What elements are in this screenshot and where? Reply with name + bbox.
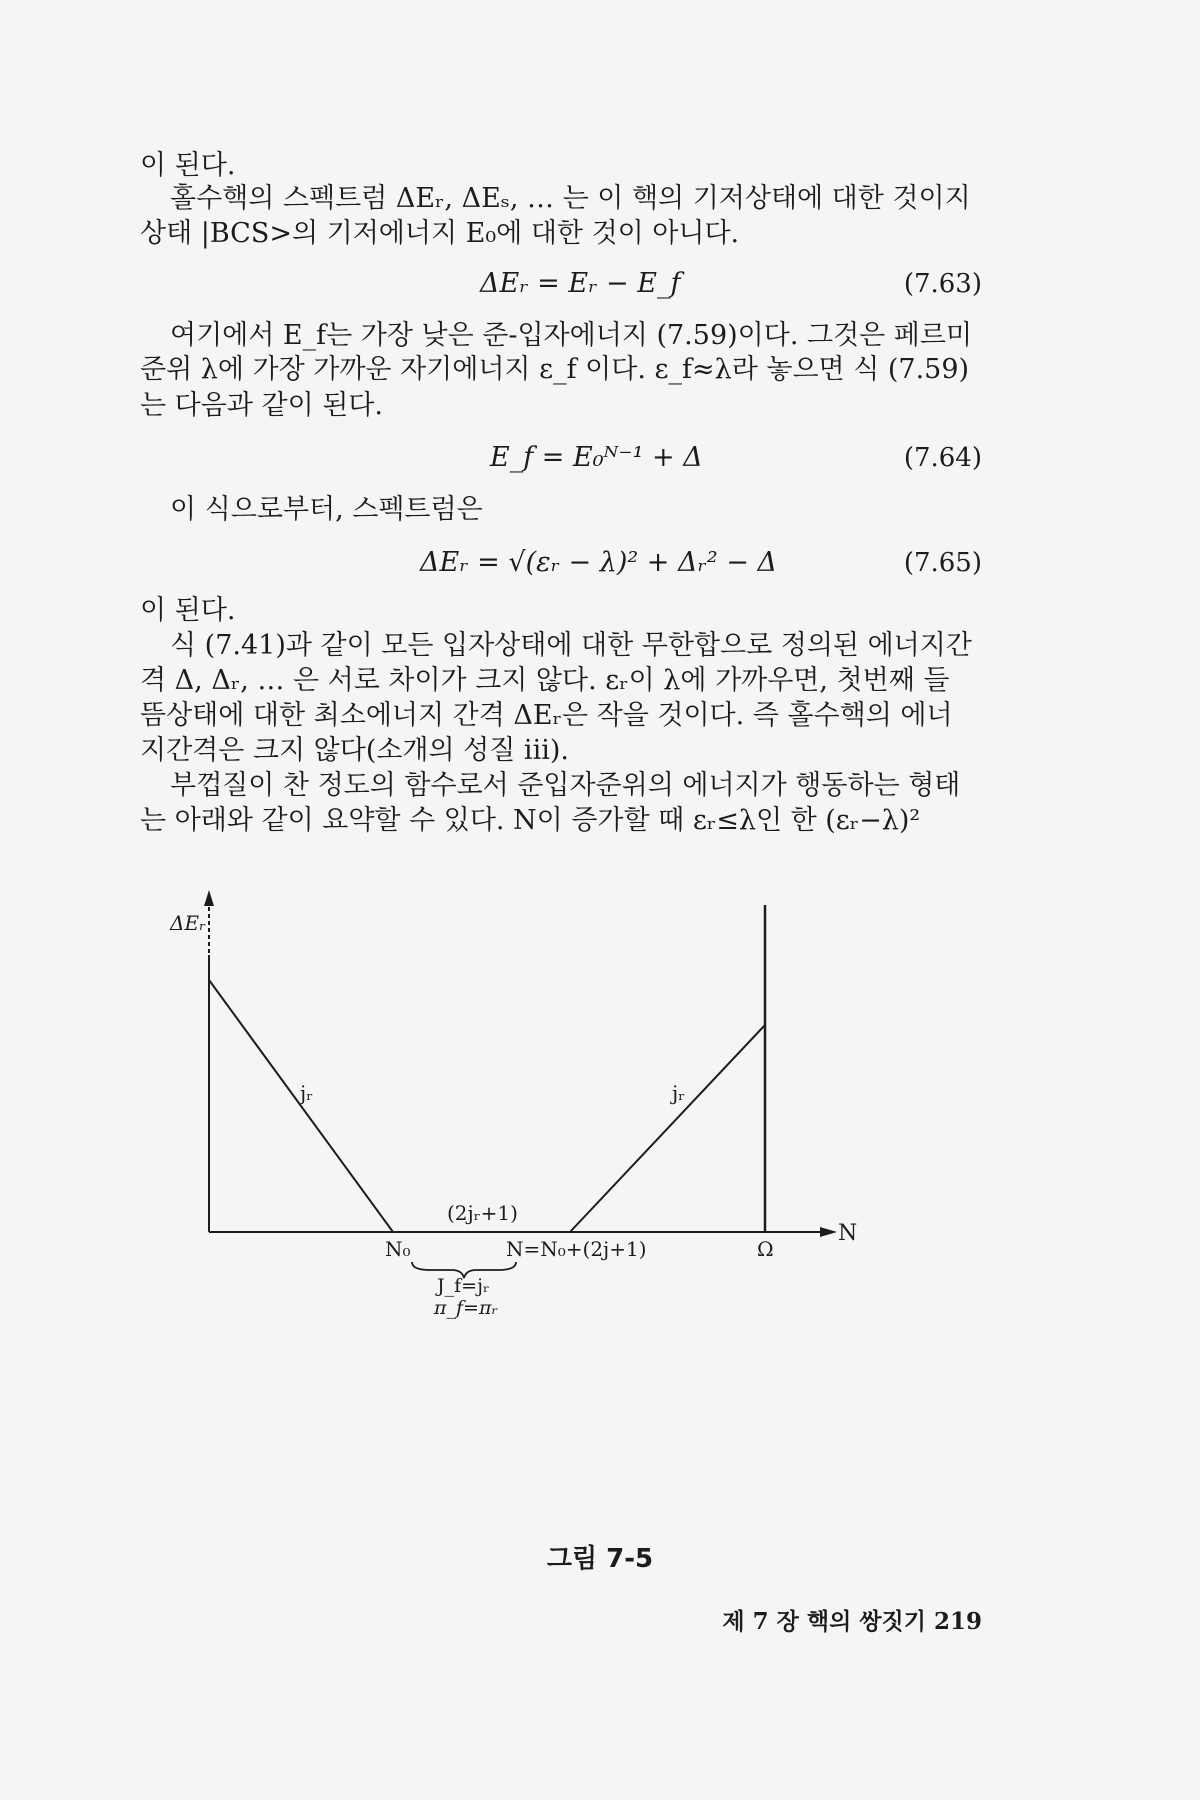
text-line-3: 상태 |BCS>의 기저에너지 E₀에 대한 것이 아니다. <box>140 218 740 249</box>
left-line-label: jᵣ <box>300 1081 314 1105</box>
text-line-4: 여기에서 E_f는 가장 낮은 준-입자에너지 (7.59)이다. 그것은 페르미 <box>170 320 973 351</box>
equation-number-7-64: (7.64) <box>903 443 982 473</box>
x-axis-label: N <box>838 1221 858 1246</box>
descending-line <box>209 980 393 1232</box>
equation-number-7-63: (7.63) <box>903 269 982 299</box>
equation-7-64: E_f = E₀ᴺ⁻¹ + Δ <box>490 442 703 473</box>
tick-n: N=N₀+(2j+1) <box>506 1237 647 1261</box>
equation-7-65: ΔEᵣ = √(εᵣ − λ)² + Δᵣ² − Δ <box>420 547 777 578</box>
ascending-line <box>570 1025 765 1232</box>
brace-label-2: π_f=πᵣ <box>434 1297 499 1319</box>
y-axis-arrow <box>204 890 214 906</box>
text-line-2: 홀수핵의 스펙트럼 ΔEᵣ, ΔEₛ, … 는 이 핵의 기저상태에 대한 것이지 <box>170 183 971 214</box>
text-line-8: 이 된다. <box>140 595 236 626</box>
text-line-7: 이 식으로부터, 스펙트럼은 <box>170 494 483 525</box>
equation-7-63: ΔEᵣ = Eᵣ − E_f <box>480 268 681 299</box>
page-footer: 제 7 장 핵의 쌍짓기 219 <box>722 1608 982 1635</box>
y-axis-label: ΔEᵣ <box>170 911 206 935</box>
text-line-12: 지간격은 크지 않다(소개의 성질 iii). <box>140 735 569 766</box>
text-line-5: 준위 λ에 가장 가까운 자기에너지 ε_f 이다. ε_f≈λ라 놓으면 식 (7.59) <box>140 354 970 385</box>
figure-caption: 그림 7-5 <box>546 1544 654 1574</box>
text-line-10: 격 Δ, Δᵣ, … 은 서로 차이가 크지 않다. εᵣ이 λ에 가까우면, 첫번째 들 <box>140 665 950 696</box>
equation-number-7-65: (7.65) <box>903 548 982 578</box>
tick-n0: N₀ <box>385 1237 411 1261</box>
tick-omega: Ω <box>757 1237 774 1261</box>
text-line-14: 는 아래와 같이 요약할 수 있다. N이 증가할 때 εᵣ≤λ인 한 (εᵣ−λ)² <box>140 805 921 836</box>
text-line-6: 는 다음과 같이 된다. <box>140 390 383 421</box>
right-line-label: jᵣ <box>672 1081 686 1105</box>
gap-label: (2jᵣ+1) <box>447 1201 518 1225</box>
x-axis-arrow <box>820 1227 837 1237</box>
text-line-11: 뜸상태에 대한 최소에너지 간격 ΔEᵣ은 작을 것이다. 즉 홀수핵의 에너 <box>140 700 953 731</box>
text-line-1: 이 된다. <box>140 150 236 181</box>
brace-label-1: J_f=jᵣ <box>437 1275 490 1297</box>
text-line-13: 부껍질이 찬 정도의 함수로서 준입자준위의 에너지가 행동하는 형태 <box>170 770 961 801</box>
text-line-9: 식 (7.41)과 같이 모든 입자상태에 대한 무한합으로 정의된 에너지간 <box>170 630 972 661</box>
